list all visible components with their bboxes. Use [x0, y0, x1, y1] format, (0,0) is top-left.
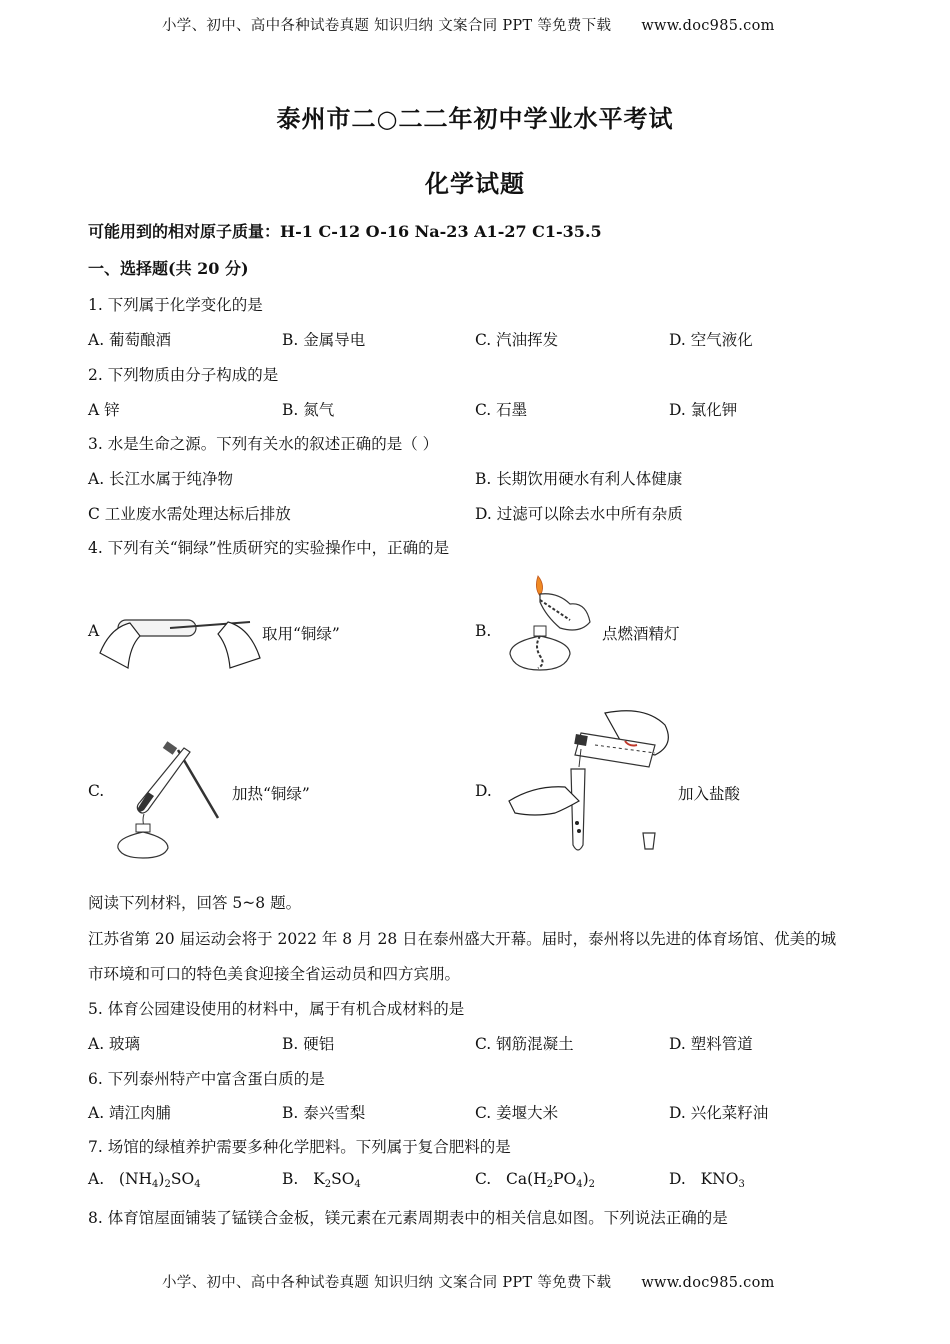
q6-option-a[interactable]: A. 靖江肉脯: [88, 1104, 172, 1122]
page-subtitle: 化学试题: [425, 169, 525, 198]
q4-option-b-caption: 点燃酒精灯: [602, 625, 680, 643]
q4-option-a-illustration: [100, 598, 260, 668]
q5-option-a[interactable]: A. 玻璃: [88, 1035, 141, 1053]
q7-option-b-letter: B.: [282, 1170, 299, 1188]
q4-option-a-caption: 取用“铜绿”: [262, 625, 340, 643]
page-footer: [162, 1271, 775, 1292]
footer-text: 小学、初中、高中各种试卷真题 知识归纳 文案合同 PPT 等免费下载: [162, 1275, 612, 1291]
q1-option-a[interactable]: A. 葡萄酿酒: [88, 331, 172, 349]
footer-site[interactable]: www.doc985.com: [641, 1275, 775, 1291]
q7-option-b[interactable]: [282, 1170, 361, 1190]
reading-line-2: 市环境和可口的特色美食迎接全省运动员和四方宾朋。: [88, 965, 461, 983]
q3-option-b[interactable]: B. 长期饮用硬水有利人体健康: [475, 470, 683, 488]
q7-option-c-formula: $Ca(H_2PO_4)_2$: [506, 1170, 596, 1190]
q2-option-a[interactable]: A 锌: [88, 401, 120, 419]
question-6-stem: 6. 下列泰州特产中富含蛋白质的是: [88, 1070, 325, 1088]
reading-line-1: 江苏省第 20 届运动会将于 2022 年 8 月 28 日在泰州盛大开幕。届时，泰州将以先进的体育场馆、优美的城: [88, 930, 837, 948]
q2-option-c[interactable]: C. 石墨: [475, 401, 528, 419]
q4-option-d-illustration: [505, 705, 675, 860]
q7-option-a-letter: A.: [88, 1170, 105, 1188]
q7-option-d-formula: $KNO_3$: [700, 1170, 745, 1190]
q1-option-d[interactable]: D. 空气液化: [669, 331, 753, 349]
q7-option-a-formula: $(NH_4)_2SO_4$: [118, 1170, 201, 1190]
q4-option-b-letter[interactable]: B.: [475, 622, 492, 640]
q7-option-c-letter: C.: [475, 1170, 492, 1188]
question-5-stem: 5. 体育公园建设使用的材料中，属于有机合成材料的是: [88, 1000, 465, 1018]
q4-option-d-caption: 加入盐酸: [678, 785, 741, 803]
q2-option-d[interactable]: D. 氯化钾: [669, 401, 738, 419]
q3-option-d[interactable]: D. 过滤可以除去水中所有杂质: [475, 505, 683, 523]
q4-option-d-letter[interactable]: D.: [475, 782, 492, 800]
question-1-stem: 1. 下列属于化学变化的是: [88, 296, 263, 314]
q7-option-a[interactable]: [88, 1170, 201, 1190]
q6-option-c[interactable]: C. 姜堰大米: [475, 1104, 559, 1122]
atomic-masses: 可能用到的相对原子质量：H-1 C-12 O-16 Na-23 A1-27 C1-35.5: [88, 222, 602, 241]
q6-option-d[interactable]: D. 兴化菜籽油: [669, 1104, 769, 1122]
q7-option-d-letter: D.: [669, 1170, 686, 1188]
section-heading: 一、选择题(共 20 分): [88, 259, 249, 278]
q5-option-b[interactable]: B. 硬铝: [282, 1035, 335, 1053]
q5-option-d[interactable]: D. 塑料管道: [669, 1035, 753, 1053]
q2-option-b[interactable]: B. 氮气: [282, 401, 335, 419]
q7-option-d[interactable]: [669, 1170, 745, 1190]
q4-option-b-illustration: [500, 572, 600, 672]
reading-intro: 阅读下列材料，回答 5~8 题。: [88, 894, 302, 912]
header-site[interactable]: www.doc985.com: [641, 18, 775, 34]
q3-option-c[interactable]: C 工业废水需处理达标后排放: [88, 505, 291, 523]
q4-option-a-letter[interactable]: A: [88, 622, 100, 640]
q4-option-c-illustration: [108, 740, 223, 860]
header-text: 小学、初中、高中各种试卷真题 知识归纳 文案合同 PPT 等免费下载: [162, 18, 612, 34]
q5-option-c[interactable]: C. 钢筋混凝土: [475, 1035, 574, 1053]
q1-option-c[interactable]: C. 汽油挥发: [475, 331, 559, 349]
q7-option-c[interactable]: [475, 1170, 595, 1190]
q1-option-b[interactable]: B. 金属导电: [282, 331, 366, 349]
q4-option-c-letter[interactable]: C.: [88, 782, 105, 800]
q7-option-b-formula: $K_2SO_4$: [313, 1170, 361, 1190]
q3-option-a[interactable]: A. 长江水属于纯净物: [88, 470, 234, 488]
question-7-stem: 7. 场馆的绿植养护需要多种化学肥料。下列属于复合肥料的是: [88, 1138, 511, 1156]
question-8-stem: 8. 体育馆屋面铺装了锰镁合金板，镁元素在元素周期表中的相关信息如图。下列说法正确的是: [88, 1209, 728, 1227]
q6-option-b[interactable]: B. 泰兴雪梨: [282, 1104, 366, 1122]
question-2-stem: 2. 下列物质由分子构成的是: [88, 366, 279, 384]
question-3-stem: 3. 水是生命之源。下列有关水的叙述正确的是（ ）: [88, 435, 439, 453]
page-header: [162, 14, 775, 35]
question-4-stem: 4. 下列有关“铜绿”性质研究的实验操作中，正确的是: [88, 539, 450, 557]
q4-option-c-caption: 加热“铜绿”: [232, 785, 310, 803]
page-title: 泰州市二○二二年初中学业水平考试: [276, 104, 674, 133]
